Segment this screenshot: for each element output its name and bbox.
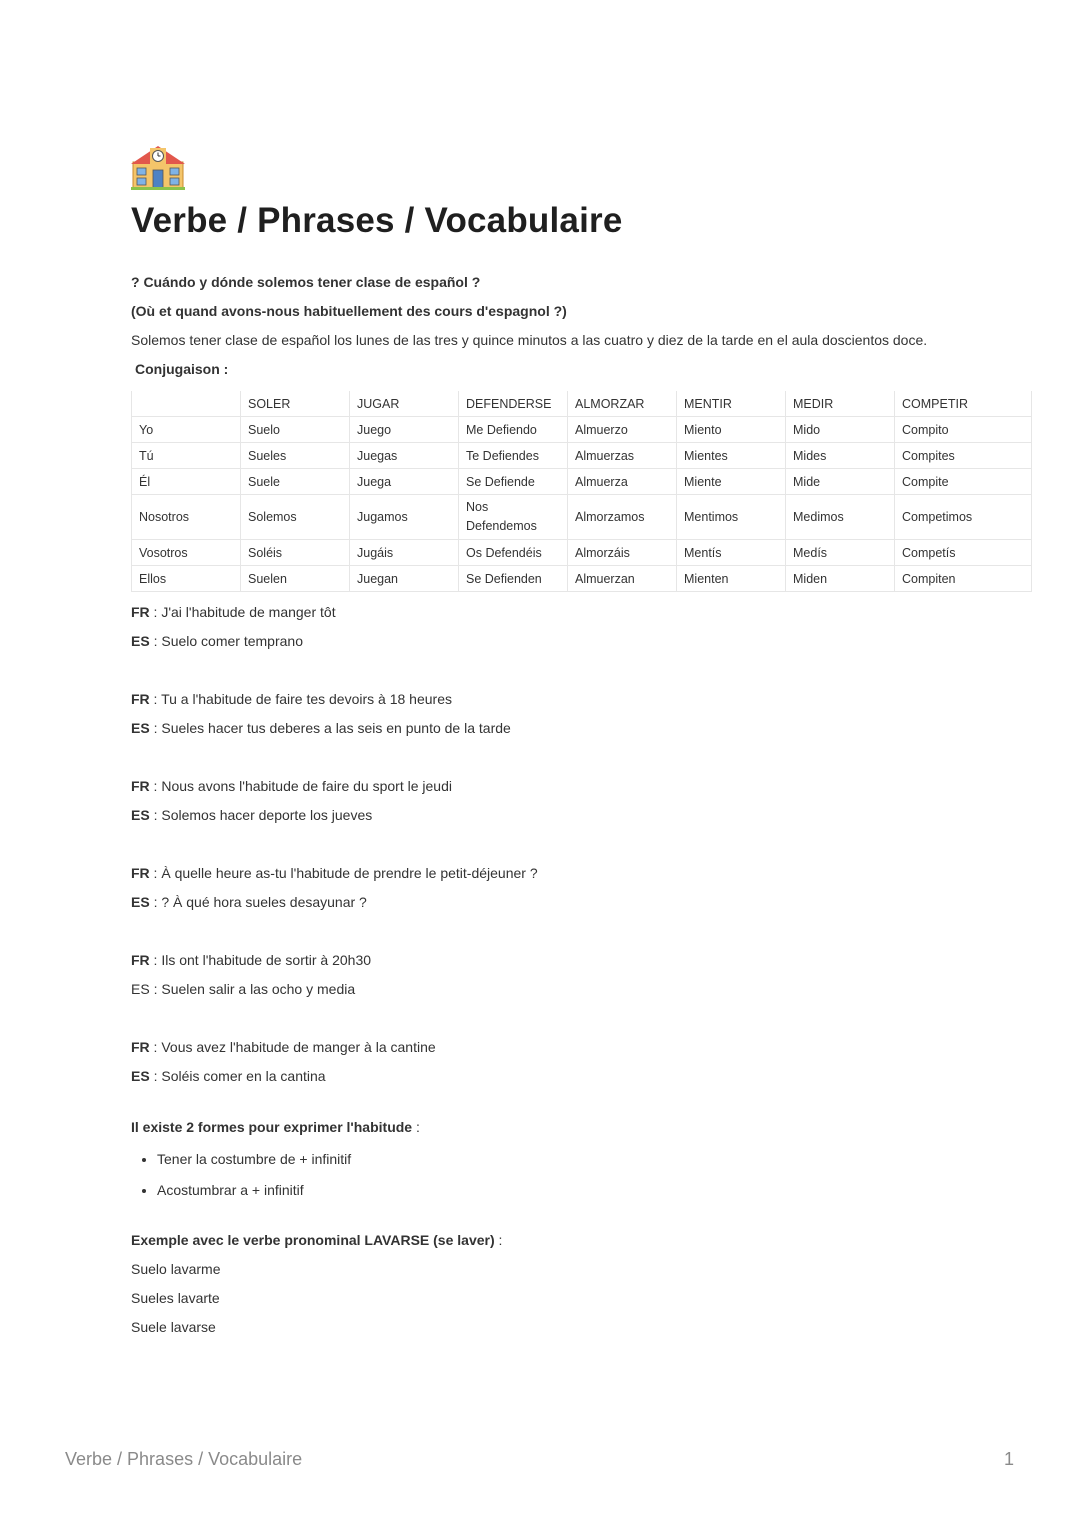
es-line: ES : ? À qué hora sueles desayunar ? (131, 894, 367, 910)
forms-title: Il existe 2 formes pour exprimer l'habitude (131, 1119, 413, 1135)
es-text: ? À qué hora sueles desayunar ? (161, 894, 367, 910)
fr-line: FR : À quelle heure as-tu l'habitude de prendre le petit-déjeuner ? (131, 865, 538, 881)
fr-text: Nous avons l'habitude de faire du sport le jeudi (161, 778, 452, 794)
table-cell: Soléis (241, 540, 350, 566)
table-cell: Nosotros (132, 495, 241, 540)
table-header-cell: MEDIR (786, 391, 895, 417)
table-row (132, 443, 1032, 469)
table-cell: Compites (895, 443, 1032, 469)
es-label: ES (131, 807, 150, 823)
table-header-cell: MENTIR (677, 391, 786, 417)
fr-text: Ils ont l'habitude de sortir à 20h30 (161, 952, 372, 968)
table-cell: Suelo (241, 417, 350, 443)
fr-text: Vous avez l'habitude de manger à la cantine (161, 1039, 436, 1055)
table-cell: Os Defendéis (459, 540, 568, 566)
fr-text: J'ai l'habitude de manger tôt (161, 604, 336, 620)
fr-label: FR (131, 1039, 150, 1055)
table-cell: Mides (786, 443, 895, 469)
table-cell: Se Defienden (459, 566, 568, 592)
phrase-pairs (131, 598, 949, 1091)
table-cell: Mide (786, 469, 895, 495)
table-cell: Juega (350, 469, 459, 495)
example-suffix: : (494, 1232, 503, 1248)
es-label: ES (131, 1068, 150, 1084)
example-line: Suele lavarse (131, 1319, 216, 1335)
table-cell: Mido (786, 417, 895, 443)
es-label: ES (131, 720, 150, 736)
table-cell: Jugamos (350, 495, 459, 540)
example-line: Sueles lavarte (131, 1290, 220, 1306)
phrase-pair (131, 859, 949, 917)
example-title: Exemple avec le verbe pronominal LAVARSE (se laver) (131, 1232, 495, 1248)
forms-list (131, 1144, 949, 1206)
es-line: ES : Solemos hacer deporte los jueves (131, 807, 373, 823)
conjugation-table-wrapper[interactable] (131, 391, 973, 592)
table-cell: Tú (132, 443, 241, 469)
table-cell: Almuerzan (568, 566, 677, 592)
fr-label: FR (131, 865, 150, 881)
fr-text: À quelle heure as-tu l'habitude de prendre le petit-déjeuner ? (161, 865, 538, 881)
fr-label: FR (131, 691, 150, 707)
table-cell: Almuerzo (568, 417, 677, 443)
forms-suffix: : (412, 1119, 420, 1135)
table-cell: Compiten (895, 566, 1032, 592)
phrase-pair (131, 1033, 949, 1091)
phrase-pair (131, 685, 949, 743)
question-fr: (Où et quand avons-nous habituellement des cours d'espagnol ?) (131, 303, 567, 319)
example-line: Suelo lavarme (131, 1261, 221, 1277)
fr-label: FR (131, 604, 150, 620)
table-cell: Medís (786, 540, 895, 566)
fr-line: FR : J'ai l'habitude de manger tôt (131, 604, 336, 620)
table-cell: Medimos (786, 495, 895, 540)
table-cell: Compito (895, 417, 1032, 443)
fr-label: FR (131, 952, 150, 968)
table-cell: Mentís (677, 540, 786, 566)
table-cell: Juego (350, 417, 459, 443)
question-es: ? Cuándo y dónde solemos tener clase de español ? (131, 274, 481, 290)
document-page (131, 142, 973, 1342)
list-item: • Acostumbrar a + infinitif (157, 1175, 949, 1206)
table-row (132, 469, 1032, 495)
es-text: Soléis comer en la cantina (161, 1068, 326, 1084)
table-cell: Yo (132, 417, 241, 443)
table-cell: Te Defiendes (459, 443, 568, 469)
table-row (132, 417, 1032, 443)
table-cell: Competís (895, 540, 1032, 566)
table-cell: Sueles (241, 443, 350, 469)
example-heading (131, 1226, 949, 1255)
table-cell: Juegan (350, 566, 459, 592)
phrase-pair (131, 598, 949, 656)
table-cell: Suele (241, 469, 350, 495)
table-cell: Miente (677, 469, 786, 495)
table-header-cell (132, 391, 241, 417)
table-row (132, 566, 1032, 592)
table-cell: Miden (786, 566, 895, 592)
table-cell: Compite (895, 469, 1032, 495)
table-cell: Él (132, 469, 241, 495)
table-row (132, 495, 1032, 540)
table-cell: Mienten (677, 566, 786, 592)
page-title: Verbe / Phrases / Vocabulaire (131, 201, 623, 240)
es-line: ES : Suelen salir a las ocho y media (131, 981, 356, 997)
forms-heading (131, 1113, 949, 1142)
fr-line: FR : Nous avons l'habitude de faire du sport le jeudi (131, 778, 452, 794)
fr-line: FR : Vous avez l'habitude de manger à la cantine (131, 1039, 436, 1055)
es-line: ES : Suelo comer temprano (131, 633, 303, 649)
table-cell: Miento (677, 417, 786, 443)
table-cell: Se Defiende (459, 469, 568, 495)
table-cell: Mentimos (677, 495, 786, 540)
table-cell: Suelen (241, 566, 350, 592)
fr-text: Tu a l'habitude de faire tes devoirs à 18 heures (161, 691, 452, 707)
table-header-cell: DEFENDERSE (459, 391, 568, 417)
table-cell: Almorzáis (568, 540, 677, 566)
table-cell: Almuerza (568, 469, 677, 495)
es-text: Suelo comer temprano (161, 633, 303, 649)
table-header-row (132, 391, 1032, 417)
phrase-pair (131, 772, 949, 830)
list-item: • Tener la costumbre de + infinitif (157, 1144, 949, 1175)
table-cell: Jugáis (350, 540, 459, 566)
table-cell: Almuerzas (568, 443, 677, 469)
table-cell: Mientes (677, 443, 786, 469)
es-text: Solemos hacer deporte los jueves (161, 807, 373, 823)
table-cell: Me Defiendo (459, 417, 568, 443)
es-line: ES : Sueles hacer tus deberes a las seis en punto de la tarde (131, 720, 511, 736)
es-label: ES (131, 981, 150, 997)
table-header-cell: JUGAR (350, 391, 459, 417)
table-cell: Ellos (132, 566, 241, 592)
phrase-pair (131, 946, 949, 1004)
fr-label: FR (131, 778, 150, 794)
school-icon (131, 142, 185, 190)
answer-paragraph: Solemos tener clase de español los lunes de las tres y quince minutos a las cuatro y diez de la tarde en el aula doscientos doce. (131, 332, 928, 348)
table-header-cell: COMPETIR (895, 391, 1032, 417)
table-row (132, 540, 1032, 566)
table-cell: Almorzamos (568, 495, 677, 540)
es-label: ES (131, 894, 150, 910)
conjugation-label: Conjugaison : (135, 361, 229, 377)
table-cell: Juegas (350, 443, 459, 469)
es-line: ES : Soléis comer en la cantina (131, 1068, 326, 1084)
es-text: Suelen salir a las ocho y media (161, 981, 356, 997)
es-text: Sueles hacer tus deberes a las seis en punto de la tarde (161, 720, 511, 736)
footer-title: Verbe / Phrases / Vocabulaire (65, 1449, 303, 1469)
page-number: 1 (1003, 1449, 1014, 1469)
table-cell: Vosotros (132, 540, 241, 566)
table-header-cell: ALMORZAR (568, 391, 677, 417)
table-header-cell: SOLER (241, 391, 350, 417)
conjugation-table (131, 391, 1032, 592)
es-label: ES (131, 633, 150, 649)
table-cell: Nos Defendemos (459, 495, 568, 540)
table-cell: Solemos (241, 495, 350, 540)
fr-line: FR : Ils ont l'habitude de sortir à 20h30 (131, 952, 372, 968)
table-cell: Competimos (895, 495, 1032, 540)
fr-line: FR : Tu a l'habitude de faire tes devoirs à 18 heures (131, 691, 452, 707)
